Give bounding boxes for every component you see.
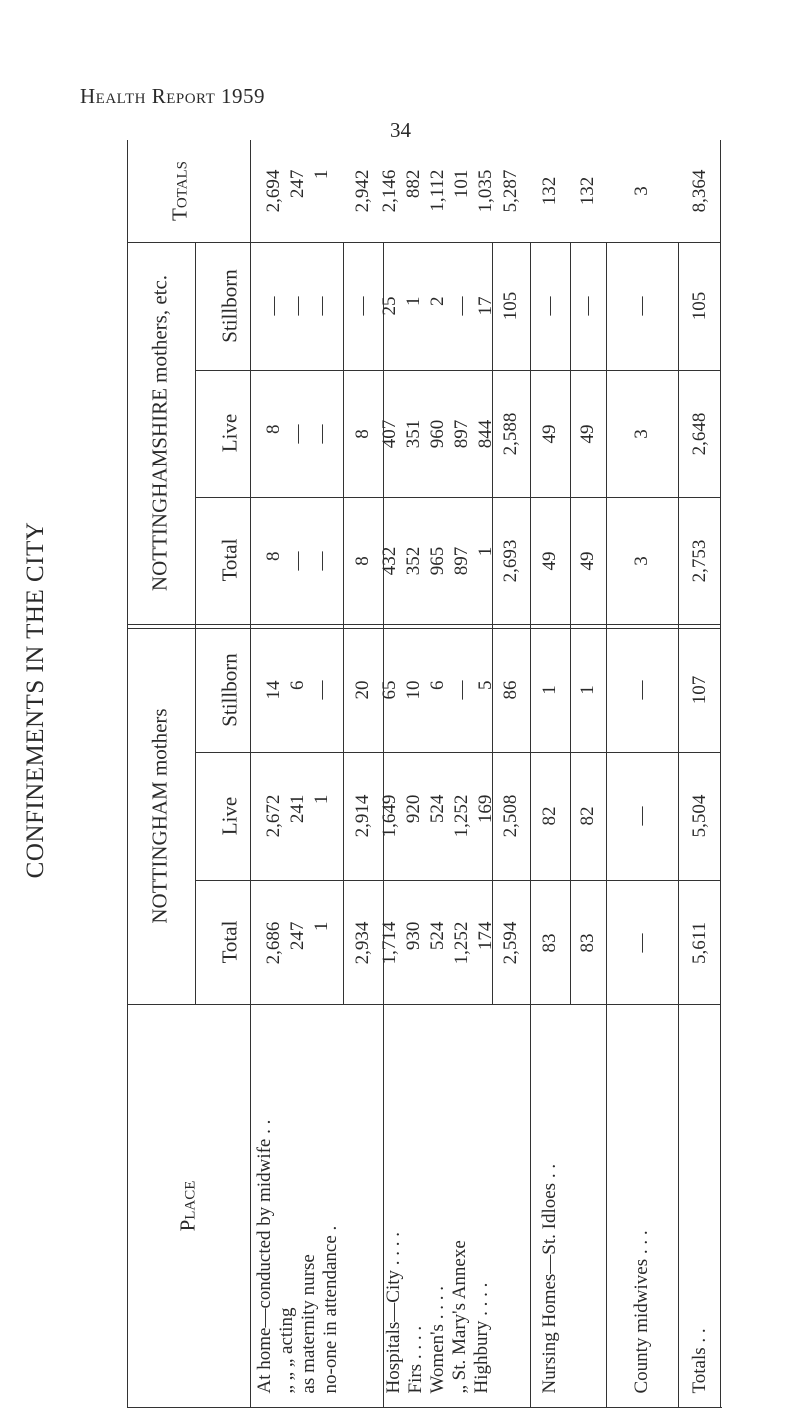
- cell-value: 8: [352, 428, 373, 439]
- table-cell: [576, 297, 600, 316]
- cell-value: 960: [426, 419, 448, 448]
- table-cell: [630, 933, 654, 952]
- column-header-place: Place: [175, 1180, 200, 1232]
- cell-value: 101: [450, 169, 472, 199]
- table-cell: [688, 539, 712, 582]
- cell-value: 1: [474, 546, 496, 556]
- cell-value: 49: [577, 551, 598, 570]
- cell-value: 25: [378, 296, 400, 316]
- cell-value: 1,252: [450, 794, 472, 838]
- cell-value: 6: [426, 680, 448, 690]
- table-cell: [538, 177, 562, 206]
- row-label: [383, 1020, 493, 1393]
- cell-value: 247: [287, 921, 308, 950]
- table-cell: [351, 297, 375, 316]
- row-label-line: Women's . . . .: [426, 1285, 448, 1393]
- column-header-stillborn-city: Stillborn: [217, 653, 242, 727]
- table-cell: [576, 807, 600, 826]
- column-header-total-city: Total: [217, 920, 242, 964]
- cell-value: 1: [577, 685, 598, 695]
- cell-value: 2,672: [263, 794, 284, 838]
- cell-value: —: [450, 680, 472, 700]
- cell-value: 5,611: [689, 921, 710, 964]
- column-header-live-city: Live: [217, 796, 242, 836]
- row-label-line: At home—conducted by midwife . .: [254, 1119, 275, 1393]
- cell-value: 1: [311, 921, 332, 931]
- table-cell: [538, 551, 562, 570]
- table-cell: [351, 556, 375, 566]
- cell-value: 2,753: [689, 539, 710, 582]
- cell-value: 2,594: [500, 921, 521, 964]
- totals-separator-line: [127, 242, 721, 243]
- row-line-2: [606, 242, 607, 1408]
- table-cell: [351, 429, 375, 439]
- table-cell: [378, 419, 498, 448]
- cell-value: —: [311, 424, 332, 443]
- cell-value: 5: [474, 680, 496, 690]
- group-separator-line: [127, 624, 721, 625]
- table-cell: [688, 795, 712, 838]
- table-cell: [262, 921, 334, 964]
- column-group-nottinghamshire: NOTTINGHAMSHIRE mothers, etc.: [147, 274, 172, 592]
- cell-value: 897: [450, 419, 472, 448]
- table-cell: [499, 170, 523, 213]
- cell-value: —: [311, 296, 332, 316]
- cell-value: 1: [311, 794, 332, 805]
- cell-value: —: [631, 680, 652, 700]
- table-cell: [378, 297, 498, 316]
- cell-value: 49: [539, 424, 560, 443]
- cell-value: 1: [402, 296, 424, 306]
- cell-value: 247: [287, 169, 308, 199]
- table-cell: [262, 551, 334, 570]
- cell-value: 352: [402, 546, 424, 575]
- cell-value: 1,252: [450, 921, 472, 964]
- group-separator-line-2: [127, 628, 721, 629]
- table-cell: [499, 681, 523, 700]
- table-cell: [378, 546, 498, 575]
- table-cell: [538, 807, 562, 826]
- cell-value: 2,686: [263, 921, 284, 964]
- row-label-line: „ St. Mary's Annexe: [448, 1239, 470, 1393]
- cell-value: 3: [631, 186, 652, 196]
- cell-value: 8,364: [689, 169, 710, 213]
- cell-value: 844: [474, 419, 496, 448]
- table-cell: [630, 429, 654, 439]
- cell-value: 2,934: [352, 921, 373, 964]
- cell-value: 1: [539, 685, 560, 695]
- cell-value: 5,504: [689, 794, 710, 838]
- cell-value: 169: [474, 794, 496, 824]
- cell-value: 432: [378, 546, 400, 575]
- table-cell: [262, 170, 334, 213]
- cell-value: 351: [402, 419, 424, 448]
- cell-value: 524: [426, 921, 448, 950]
- row-label: [689, 1020, 711, 1393]
- cell-value: 86: [500, 680, 521, 700]
- column-header-total-county: Total: [217, 538, 242, 582]
- row-label: [254, 1020, 342, 1393]
- table-cell: [262, 795, 334, 838]
- table-cell: [499, 292, 523, 321]
- cell-value: —: [352, 296, 373, 316]
- cell-value: 1,649: [378, 794, 400, 838]
- cell-value: 14: [263, 680, 284, 700]
- row-label-line: Nursing Homes—St. Idloes . .: [539, 1163, 560, 1393]
- cell-value: 1: [311, 169, 332, 180]
- cell-value: 107: [689, 675, 710, 705]
- cell-value: 10: [402, 680, 424, 700]
- table-cell: [351, 921, 375, 964]
- row-label-line: as maternity nurse: [298, 1253, 319, 1393]
- row-label: [631, 1020, 653, 1393]
- cell-value: 6: [287, 680, 308, 690]
- row-label-line: Hospitals—City . . . .: [382, 1231, 404, 1393]
- row-line-3: [678, 242, 679, 1408]
- row-line-sub-2: [570, 242, 571, 1004]
- table-cell: [499, 921, 523, 964]
- table-cell: [630, 681, 654, 700]
- cell-value: 17: [474, 296, 496, 316]
- cell-value: 65: [378, 680, 400, 700]
- cell-value: 1,035: [474, 169, 496, 213]
- cell-value: 897: [450, 546, 472, 575]
- place-separator-line: [250, 140, 251, 1408]
- page-number: 34: [390, 118, 411, 142]
- cell-value: —: [287, 551, 308, 570]
- cell-value: —: [311, 680, 332, 700]
- table-cell: [351, 170, 375, 213]
- row-line-sub-1: [492, 242, 493, 1004]
- cell-value: 49: [577, 424, 598, 443]
- table-cell: [630, 556, 654, 566]
- table-cell: [378, 795, 498, 838]
- cell-value: 8: [263, 424, 284, 434]
- column-line-3: [195, 880, 721, 881]
- row-label: [539, 1020, 561, 1393]
- table-cell: [378, 921, 498, 964]
- cell-value: —: [263, 296, 284, 316]
- table-cell: [576, 933, 600, 952]
- table-cell: [576, 177, 600, 206]
- table-cell: [688, 412, 712, 455]
- row-label-line: Totals . .: [689, 1327, 710, 1393]
- cell-value: 882: [402, 169, 424, 199]
- table-cell: [499, 539, 523, 582]
- table-cell: [538, 933, 562, 952]
- cell-value: 3: [631, 555, 652, 566]
- cell-value: 3: [631, 428, 652, 439]
- cell-value: 105: [689, 291, 710, 321]
- table-cell: [538, 685, 562, 695]
- cell-value: —: [631, 806, 652, 826]
- cell-value: 524: [426, 794, 448, 824]
- cell-value: 2,588: [500, 412, 521, 455]
- row-label-line: Firs . . . .: [404, 1325, 426, 1393]
- row-line-sub-0: [343, 242, 344, 1004]
- table-cell: [688, 170, 712, 213]
- cell-value: 2,508: [500, 794, 521, 838]
- cell-value: 83: [577, 933, 598, 952]
- table-cell: [576, 551, 600, 570]
- cell-value: 920: [402, 794, 424, 824]
- cell-value: 8: [263, 551, 284, 561]
- cell-value: 2,648: [689, 412, 710, 455]
- table-cell: [576, 685, 600, 695]
- column-header-totals: Totals: [167, 161, 192, 221]
- cell-value: 1,714: [378, 921, 400, 964]
- row-label-line: Highbury . . . .: [470, 1282, 492, 1393]
- table-cell: [688, 921, 712, 963]
- cell-value: 8: [352, 555, 373, 566]
- cell-value: —: [287, 424, 308, 443]
- row-label-line: no-one in attendance .: [320, 1225, 341, 1393]
- column-header-stillborn-county: Stillborn: [217, 269, 242, 343]
- table-cell: [499, 412, 523, 455]
- column-line-0: [195, 370, 721, 371]
- place-header-line: [127, 1004, 721, 1005]
- table-cell: [630, 297, 654, 316]
- cell-value: 2,693: [500, 539, 521, 582]
- table-bottom-border: [127, 1407, 722, 1408]
- column-header-live-county: Live: [217, 413, 242, 453]
- table-cell: [262, 424, 334, 443]
- table-title-text: CONFINEMENTS IN THE CITY: [22, 521, 49, 879]
- cell-value: —: [631, 933, 652, 952]
- cell-value: —: [287, 296, 308, 316]
- cell-value: 132: [577, 176, 598, 206]
- cell-value: 105: [500, 291, 521, 321]
- cell-value: 241: [287, 794, 308, 824]
- cell-value: 82: [577, 806, 598, 826]
- cell-value: 2,914: [352, 794, 373, 838]
- subheader-line: [195, 242, 196, 1004]
- column-line-2: [195, 752, 721, 753]
- table-cell: [351, 681, 375, 700]
- table-right-border: [720, 140, 721, 1408]
- cell-value: 2,942: [352, 169, 373, 213]
- table-cell: [351, 795, 375, 838]
- row-label-line: „ „ „ acting: [276, 1307, 297, 1393]
- table-cell: [262, 297, 334, 316]
- cell-value: 965: [426, 546, 448, 575]
- cell-value: 20: [352, 680, 373, 700]
- cell-value: 2: [426, 296, 448, 306]
- row-line-1: [530, 242, 531, 1408]
- cell-value: 174: [474, 921, 496, 950]
- cell-value: 2,146: [378, 169, 400, 213]
- cell-value: —: [539, 296, 560, 316]
- table-cell: [538, 297, 562, 316]
- cell-value: —: [631, 296, 652, 316]
- cell-value: 5,287: [500, 169, 521, 213]
- column-group-nottingham: NOTTINGHAM mothers: [147, 708, 172, 924]
- cell-value: 82: [539, 806, 560, 826]
- cell-value: —: [577, 296, 598, 316]
- cell-value: 132: [539, 176, 560, 206]
- running-header: Health Report 1959: [80, 84, 266, 108]
- table-left-border: [127, 140, 128, 1408]
- cell-value: 407: [378, 419, 400, 448]
- table-cell: [630, 186, 654, 196]
- table-cell: [688, 676, 712, 705]
- table-cell: [262, 681, 334, 700]
- cell-value: —: [311, 551, 332, 570]
- cell-value: 83: [539, 933, 560, 952]
- table-cell: [630, 807, 654, 826]
- table-cell: [576, 424, 600, 443]
- table-cell: [499, 795, 523, 838]
- table-cell: [378, 170, 498, 213]
- cell-value: 930: [402, 921, 424, 950]
- column-line-1: [195, 497, 721, 498]
- cell-value: —: [450, 296, 472, 316]
- table-cell: [538, 424, 562, 443]
- cell-value: 2,694: [263, 169, 284, 213]
- table-cell: [378, 681, 498, 700]
- table-cell: [688, 292, 712, 321]
- cell-value: 49: [539, 551, 560, 570]
- cell-value: 1,112: [426, 169, 448, 212]
- row-label-line: County midwives . . .: [631, 1229, 652, 1393]
